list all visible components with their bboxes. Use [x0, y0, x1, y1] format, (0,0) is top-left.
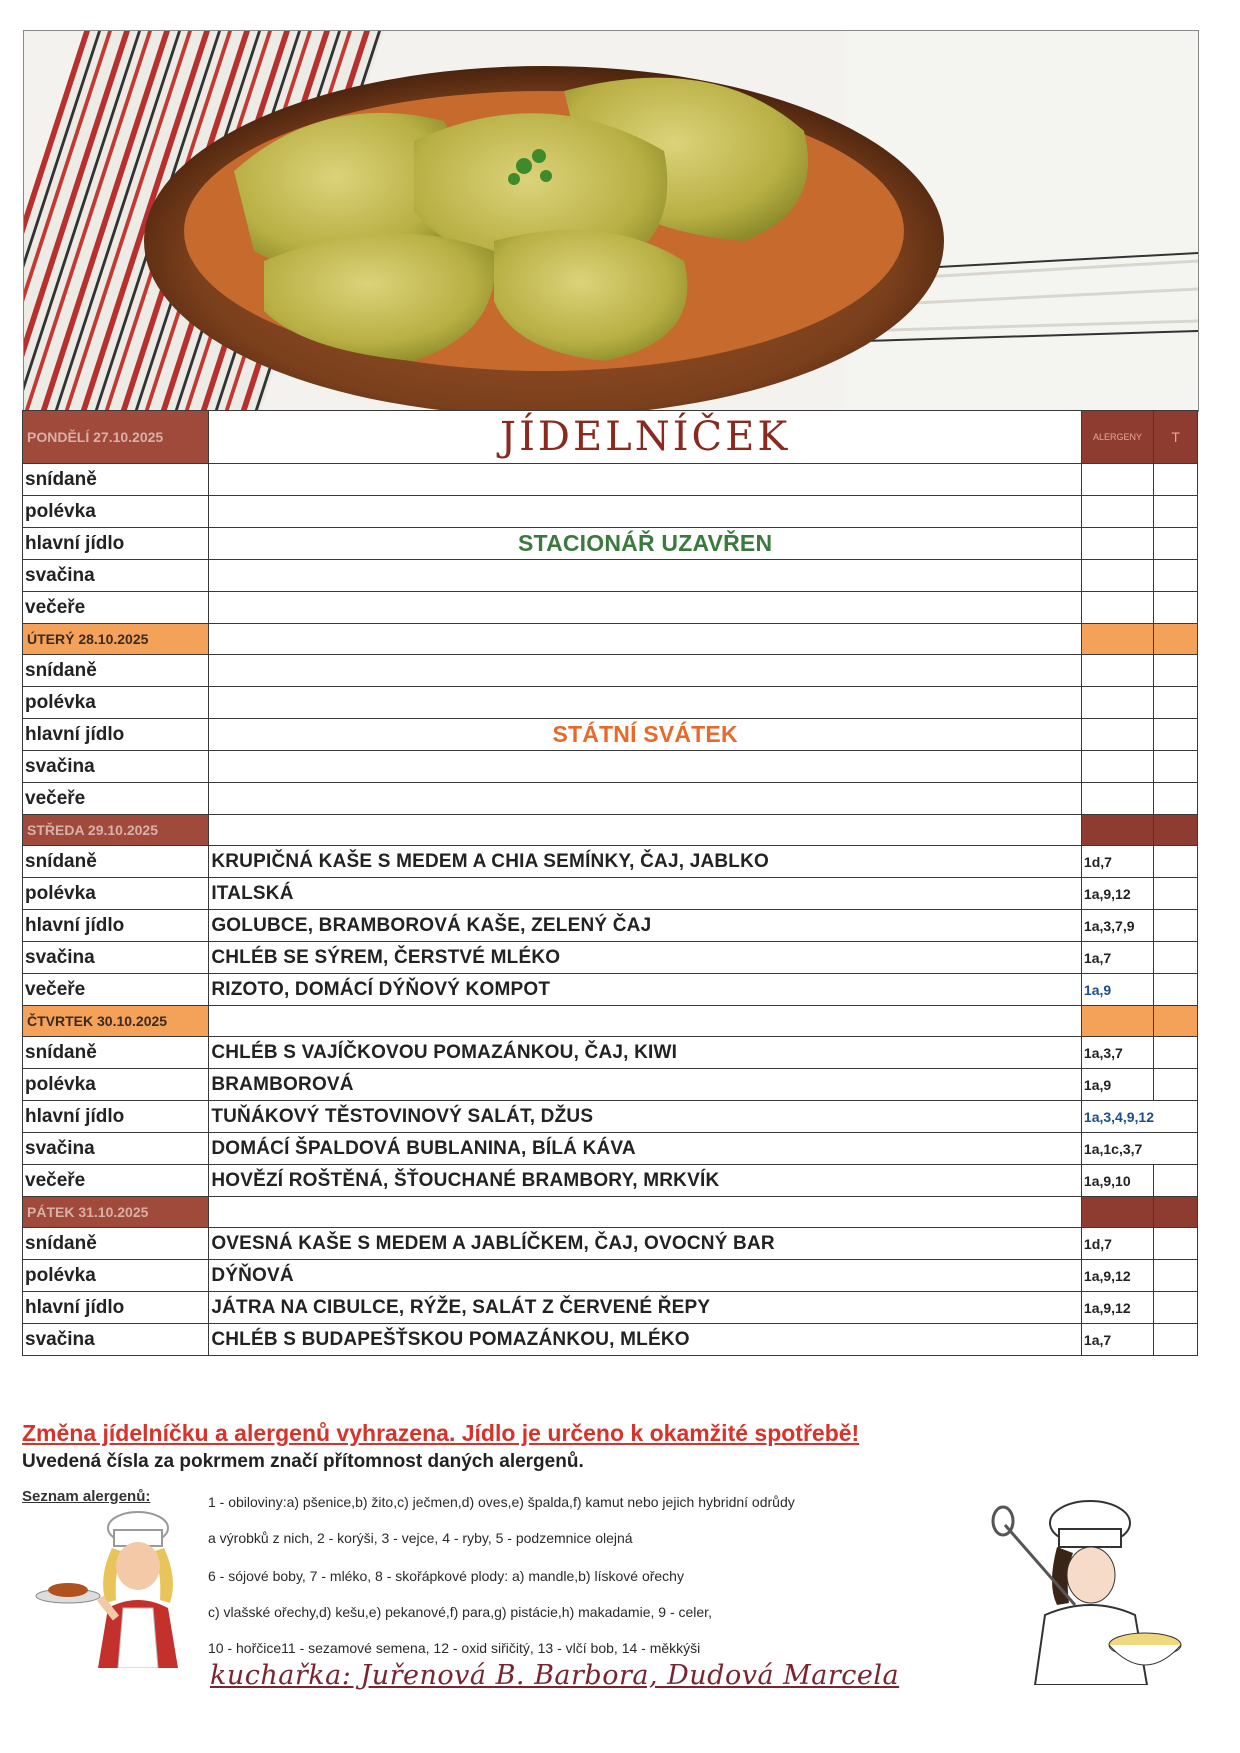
- allergen-cell: [1081, 687, 1153, 719]
- meal-label: polévka: [23, 496, 209, 528]
- t-cell: [1154, 560, 1198, 592]
- t-header: T: [1154, 411, 1198, 464]
- meal-label: polévka: [23, 687, 209, 719]
- allergen-cell: [1081, 751, 1153, 783]
- day-label: STŘEDA 29.10.2025: [23, 815, 209, 846]
- allergen-cell: 1a,3,7,9: [1081, 910, 1153, 942]
- meal-row: [23, 1101, 1198, 1133]
- day-label: ÚTERÝ 28.10.2025: [23, 624, 209, 655]
- meal-row: [23, 1228, 1198, 1260]
- female-cook-illustration: [28, 1508, 198, 1673]
- meal-label: svačina: [23, 1324, 209, 1356]
- t-cell: [1154, 464, 1198, 496]
- t-cell: [1154, 1165, 1198, 1197]
- cooks-signature: kuchařka: Juřenová B. Barbora, Dudová Marcela: [210, 1660, 900, 1691]
- meal-row: [23, 846, 1198, 878]
- allergen-legend-line: 6 - sójové boby, 7 - mléko, 8 - skořápkové plody: a) mandle,b) lískové ořechy: [208, 1568, 684, 1584]
- dish-cell: HOVĚZÍ ROŠTĚNÁ, ŠŤOUCHANÉ BRAMBORY, MRKVÍK: [209, 1165, 1082, 1197]
- t-cell: [1154, 496, 1198, 528]
- t-cell: [1154, 528, 1198, 560]
- allergen-header: ALERGENY: [1081, 411, 1153, 464]
- page-title-cell: [209, 411, 1082, 464]
- dish-cell: CHLÉB S BUDAPEŠŤSKOU POMAZÁNKOU, MLÉKO: [209, 1324, 1082, 1356]
- t-cell: [1154, 910, 1198, 942]
- meal-row: [23, 878, 1198, 910]
- allergen-cell: 1d,7: [1081, 846, 1153, 878]
- allergen-legend-line: c) vlašské ořechy,d) kešu,e) pekanové,f) para,g) pistácie,h) makadamie, 9 - celer,: [208, 1604, 712, 1620]
- meal-label: snídaně: [23, 846, 209, 878]
- meal-row: [23, 783, 1198, 815]
- dish-cell: [209, 719, 1082, 751]
- meal-label: hlavní jídlo: [23, 719, 209, 751]
- allergen-cell: [1081, 783, 1153, 815]
- dish-cell: ITALSKÁ: [209, 878, 1082, 910]
- meal-label: hlavní jídlo: [23, 528, 209, 560]
- meal-label: hlavní jídlo: [23, 1292, 209, 1324]
- dish-cell: [209, 751, 1082, 783]
- t-cell: [1154, 1324, 1198, 1356]
- t-cell: [1154, 1260, 1198, 1292]
- t-cell: [1154, 878, 1198, 910]
- meal-row: [23, 1069, 1198, 1101]
- t-cell: [1154, 1228, 1198, 1260]
- closed-notice: STACIONÁŘ UZAVŘEN: [517, 530, 773, 556]
- meal-row: [23, 1165, 1198, 1197]
- dish-cell: [209, 592, 1082, 624]
- meal-label: snídaně: [23, 1037, 209, 1069]
- allergen-cell: [1081, 719, 1153, 751]
- meal-label: večeře: [23, 1165, 209, 1197]
- meal-row: [23, 1324, 1198, 1356]
- t-cell: [1154, 1292, 1198, 1324]
- allergen-note: Uvedená čísla za pokrmem značí přítomnost daných alergenů.: [22, 1451, 584, 1472]
- allergen-cell: 1a,9: [1081, 1069, 1153, 1101]
- day-header-monday: [23, 411, 1198, 464]
- allergen-legend-line: 10 - hořčice11 - sezamové semena, 12 - oxid siřičitý, 13 - vlčí bob, 14 - měkkýši: [208, 1640, 701, 1656]
- meal-row: [23, 655, 1198, 687]
- meal-label: snídaně: [23, 464, 209, 496]
- allergen-cell: 1a,7: [1081, 1324, 1153, 1356]
- allergen-cell: [1081, 655, 1153, 687]
- dish-cell: [209, 560, 1082, 592]
- dish-cell: DÝŇOVÁ: [209, 1260, 1082, 1292]
- allergen-cell: [1081, 592, 1153, 624]
- allergen-legend-line: a výrobků z nich, 2 - korýši, 3 - vejce, 4 - ryby, 5 - podzemnice olejná: [208, 1530, 633, 1546]
- day-header-tuesday: [23, 624, 1198, 655]
- meal-label: polévka: [23, 1260, 209, 1292]
- meal-label: polévka: [23, 878, 209, 910]
- dish-cell: [209, 655, 1082, 687]
- allergen-cell: [1081, 496, 1153, 528]
- meal-label: polévka: [23, 1069, 209, 1101]
- allergen-legend-line: 1 - obiloviny:a) pšenice,b) žito,c) ječmen,d) oves,e) špalda,f) kamut nebo jejich hybridní odrůdy: [208, 1494, 795, 1510]
- allergen-cell: [1081, 464, 1153, 496]
- meal-label: večeře: [23, 974, 209, 1006]
- t-cell: [1154, 974, 1198, 1006]
- t-cell: [1154, 751, 1198, 783]
- t-cell: [1154, 1069, 1198, 1101]
- allergen-cell: [1081, 528, 1153, 560]
- meal-label: snídaně: [23, 1228, 209, 1260]
- meal-label: večeře: [23, 592, 209, 624]
- meal-label: svačina: [23, 1133, 209, 1165]
- dish-cell: RIZOTO, DOMÁCÍ DÝŇOVÝ KOMPOT: [209, 974, 1082, 1006]
- allergen-cell: 1d,7: [1081, 1228, 1153, 1260]
- allergen-cell: 1a,9,10: [1081, 1165, 1153, 1197]
- t-cell: [1154, 846, 1198, 878]
- meal-label: svačina: [23, 751, 209, 783]
- meal-row: [23, 1037, 1198, 1069]
- day-label: ČTVRTEK 30.10.2025: [23, 1006, 209, 1037]
- meal-row: [23, 1260, 1198, 1292]
- t-cell: [1154, 655, 1198, 687]
- meal-row: [23, 496, 1198, 528]
- menu-table: [22, 410, 1198, 1356]
- allergen-cell: 1a,3,7: [1081, 1037, 1153, 1069]
- day-header-friday: [23, 1197, 1198, 1228]
- meal-row: [23, 974, 1198, 1006]
- dish-cell: [209, 783, 1082, 815]
- day-header-thursday: [23, 1006, 1198, 1037]
- meal-row: [23, 592, 1198, 624]
- allergen-cell: 1a,9: [1081, 974, 1153, 1006]
- holiday-notice: STÁTNÍ SVÁTEK: [552, 721, 738, 747]
- allergen-cell: [1081, 560, 1153, 592]
- dish-cell: [209, 687, 1082, 719]
- dish-cell: CHLÉB S VAJÍČKOVOU POMAZÁNKOU, ČAJ, KIWI: [209, 1037, 1082, 1069]
- allergen-cell: 1a,9,12: [1081, 1260, 1153, 1292]
- allergen-legend-title: Seznam alergenů:: [22, 1488, 151, 1505]
- meal-row: [23, 751, 1198, 783]
- meal-row: [23, 687, 1198, 719]
- meal-label: hlavní jídlo: [23, 910, 209, 942]
- meal-row: [23, 560, 1198, 592]
- dish-cell: BRAMBOROVÁ: [209, 1069, 1082, 1101]
- meal-label: hlavní jídlo: [23, 1101, 209, 1133]
- page-title: JÍDELNÍČEK: [500, 414, 791, 460]
- dish-cell: GOLUBCE, BRAMBOROVÁ KAŠE, ZELENÝ ČAJ: [209, 910, 1082, 942]
- meal-row: [23, 942, 1198, 974]
- meal-row: [23, 719, 1198, 751]
- dish-cell: CHLÉB SE SÝREM, ČERSTVÉ MLÉKO: [209, 942, 1082, 974]
- meal-row: [23, 910, 1198, 942]
- allergen-cell: 1a,7: [1081, 942, 1153, 974]
- dish-cell: JÁTRA NA CIBULCE, RÝŽE, SALÁT Z ČERVENÉ ŘEPY: [209, 1292, 1082, 1324]
- allergen-cell: 1a,9,12: [1081, 1292, 1153, 1324]
- allergen-cell: 1a,3,4,9,12: [1081, 1101, 1197, 1133]
- t-cell: [1154, 1037, 1198, 1069]
- t-cell: [1154, 783, 1198, 815]
- meal-row: [23, 1292, 1198, 1324]
- dish-cell: [209, 528, 1082, 560]
- meal-row: [23, 528, 1198, 560]
- hero-food-photo: [23, 30, 1199, 412]
- day-label: PONDĚLÍ 27.10.2025: [23, 411, 209, 464]
- dish-cell: OVESNÁ KAŠE S MEDEM A JABLÍČKEM, ČAJ, OVOCNÝ BAR: [209, 1228, 1082, 1260]
- t-cell: [1154, 592, 1198, 624]
- meal-label: svačina: [23, 942, 209, 974]
- dish-cell: [209, 464, 1082, 496]
- meal-row: [23, 1133, 1198, 1165]
- dish-cell: DOMÁCÍ ŠPALDOVÁ BUBLANINA, BÍLÁ KÁVA: [209, 1133, 1082, 1165]
- t-cell: [1154, 687, 1198, 719]
- meal-row: [23, 464, 1198, 496]
- day-header-wednesday: [23, 815, 1198, 846]
- male-cook-illustration: [985, 1495, 1185, 1690]
- day-label: PÁTEK 31.10.2025: [23, 1197, 209, 1228]
- dish-cell: [209, 496, 1082, 528]
- t-cell: [1154, 719, 1198, 751]
- allergen-cell: 1a,1c,3,7: [1081, 1133, 1197, 1165]
- dish-cell: KRUPIČNÁ KAŠE S MEDEM A CHIA SEMÍNKY, ČAJ, JABLKO: [209, 846, 1082, 878]
- meal-label: snídaně: [23, 655, 209, 687]
- meal-label: svačina: [23, 560, 209, 592]
- change-warning: Změna jídelníčku a alergenů vyhrazena. Jídlo je určeno k okamžité spotřebě!: [22, 1420, 860, 1446]
- allergen-cell: 1a,9,12: [1081, 878, 1153, 910]
- t-cell: [1154, 942, 1198, 974]
- meal-label: večeře: [23, 783, 209, 815]
- dish-cell: TUŇÁKOVÝ TĚSTOVINOVÝ SALÁT, DŽUS: [209, 1101, 1082, 1133]
